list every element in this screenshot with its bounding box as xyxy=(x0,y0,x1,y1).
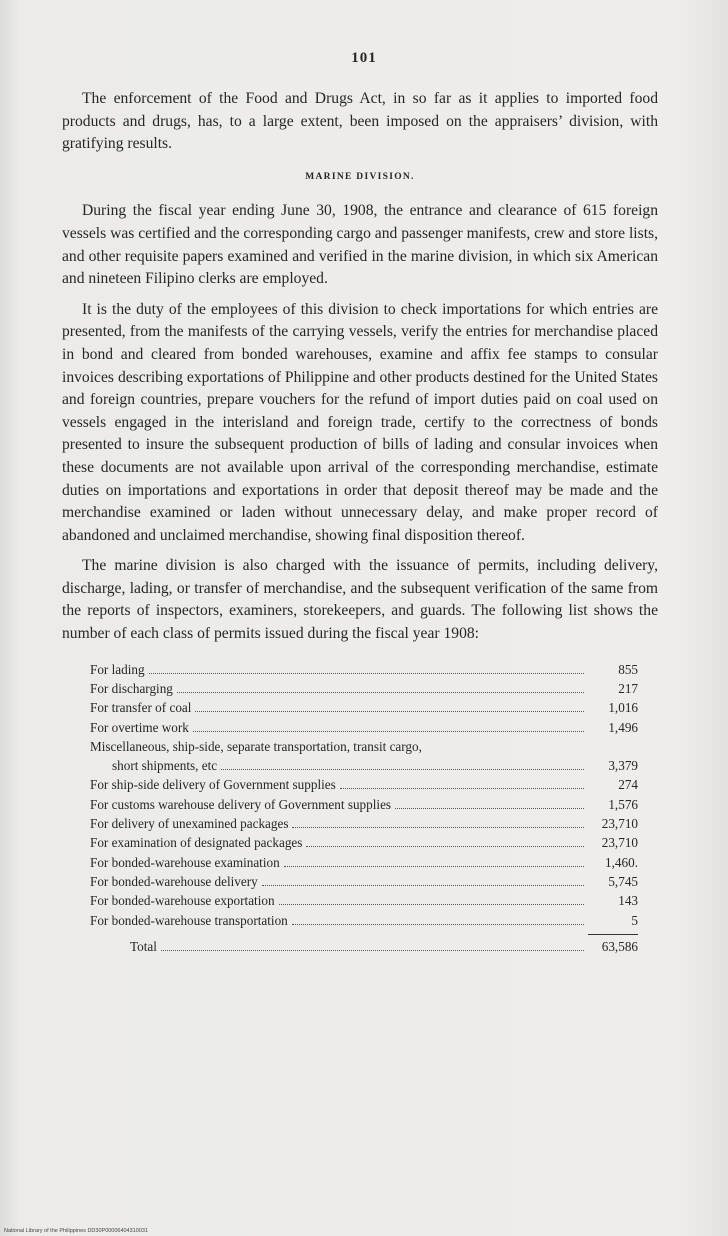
total-value: 63,586 xyxy=(601,938,638,954)
permit-label: For bonded-warehouse delivery xyxy=(90,873,258,889)
permit-value: 274 xyxy=(618,777,638,793)
permit-value: 5 xyxy=(631,912,638,928)
permit-row xyxy=(90,660,638,679)
dot-leader xyxy=(292,827,584,828)
permit-row xyxy=(90,737,638,776)
paragraph-food-drugs: The enforcement of the Food and Drugs Act, in so far as it applies to imported food products and drugs, has, to a large extent, been imposed on the appraisers’ division, with gratifying results. xyxy=(62,90,658,153)
dot-leader xyxy=(284,866,584,867)
permit-label: For discharging xyxy=(90,680,173,696)
permit-label: For lading xyxy=(90,661,145,677)
permit-value: 1,460. xyxy=(605,854,638,870)
permit-row xyxy=(90,775,638,794)
permit-row xyxy=(90,679,638,698)
permit-label: For ship-side delivery of Government supplies xyxy=(90,777,336,793)
permit-label-line1: Miscellaneous, ship-side, separate transportation, transit cargo, xyxy=(90,738,422,754)
dot-leader xyxy=(262,885,584,886)
permit-value: 143 xyxy=(618,893,638,909)
permit-row xyxy=(90,698,638,717)
total-label: Total xyxy=(130,938,157,954)
paragraph-permits-intro: The marine division is also charged with the issuance of permits, including delivery, discharge, lading, or transfer of merchandise, and the subsequent verification of the same from the reports of inspectors, examiners, storekeepers, and guards. The following list shows the number of each class of permits issued during the fiscal year 1908: xyxy=(62,557,658,643)
permit-row xyxy=(90,814,638,833)
permits-table xyxy=(90,660,638,956)
permit-label: For bonded-warehouse examination xyxy=(90,854,280,870)
permit-value: 1,016 xyxy=(608,700,638,716)
dot-leader xyxy=(177,692,584,693)
permit-row xyxy=(90,718,638,737)
dot-leader xyxy=(193,731,584,732)
permit-value: 23,710 xyxy=(601,816,638,832)
dot-leader xyxy=(340,788,584,789)
total-row xyxy=(90,937,638,956)
dot-leader xyxy=(279,904,584,905)
total-rule xyxy=(588,934,638,935)
permit-label: For bonded-warehouse exportation xyxy=(90,893,275,909)
permit-label-line2: short shipments, etc xyxy=(112,758,218,774)
paragraph-fiscal-year: During the fiscal year ending June 30, 1908, the entrance and clearance of 615 foreign vessels was certified and the corresponding cargo and passenger manifests, crew and store lists, and other requisite papers examined and verified in the marine division, in which six American and nineteen Filipino clerks are employed. xyxy=(62,202,658,288)
dot-leader xyxy=(149,673,584,674)
page-number: 101 xyxy=(351,50,377,66)
permit-label: For overtime work xyxy=(90,719,189,735)
permit-row xyxy=(90,872,638,891)
permit-label: For delivery of unexamined packages xyxy=(90,816,289,832)
permit-value: 1,576 xyxy=(608,796,638,812)
scan-footer: National Library of the Philippines DD30P00006404310031 xyxy=(4,1228,149,1234)
dot-leader xyxy=(161,950,584,951)
permit-value: 5,745 xyxy=(608,873,638,889)
permit-row xyxy=(90,911,638,930)
dot-leader xyxy=(292,924,584,925)
dot-leader xyxy=(221,769,584,770)
permit-value: 855 xyxy=(618,661,638,677)
dot-leader xyxy=(306,846,584,847)
permit-value: 217 xyxy=(618,680,638,696)
permit-row xyxy=(90,853,638,872)
page-content xyxy=(62,88,658,956)
permit-label: For transfer of coal xyxy=(90,700,192,716)
permit-row xyxy=(90,833,638,852)
paragraph-duties: It is the duty of the employees of this division to check importations for which entries are presented, from the manifests of the carrying vessels, verify the entries for merchandise placed in bond and cleared from bonded warehouses, examine and affix fee stamps to consular invoices describing exportations of Philippine and other products destined for the United States and foreign countries, prepare vouchers for the refund of import duties paid on coal used on vessels engaged in the interisland and foreign trade, certify to the correctness of bonds presented to insure the subsequent production of bills of lading and consular invoices when these documents are not available upon arrival of the corresponding merchandise, estimate duties on importations and exportations in order that deposit thereof may be made and the merchandise examined or laden without unnecessary delay, and make proper record of abandoned and unclaimed merchandise, showing final disposition thereof. xyxy=(62,300,658,544)
permit-row xyxy=(90,795,638,814)
permit-label: For examination of designated packages xyxy=(90,835,303,851)
permit-value: 23,710 xyxy=(601,835,638,851)
permit-value: 1,496 xyxy=(608,719,638,735)
permit-value: 3,379 xyxy=(608,758,638,774)
permit-label: For bonded-warehouse transportation xyxy=(90,912,288,928)
permit-label: For customs warehouse delivery of Government supplies xyxy=(90,796,392,812)
dot-leader xyxy=(395,808,584,809)
dot-leader xyxy=(195,711,584,712)
section-heading-marine-division: MARINE DIVISION. xyxy=(305,171,415,182)
permit-row xyxy=(90,891,638,910)
